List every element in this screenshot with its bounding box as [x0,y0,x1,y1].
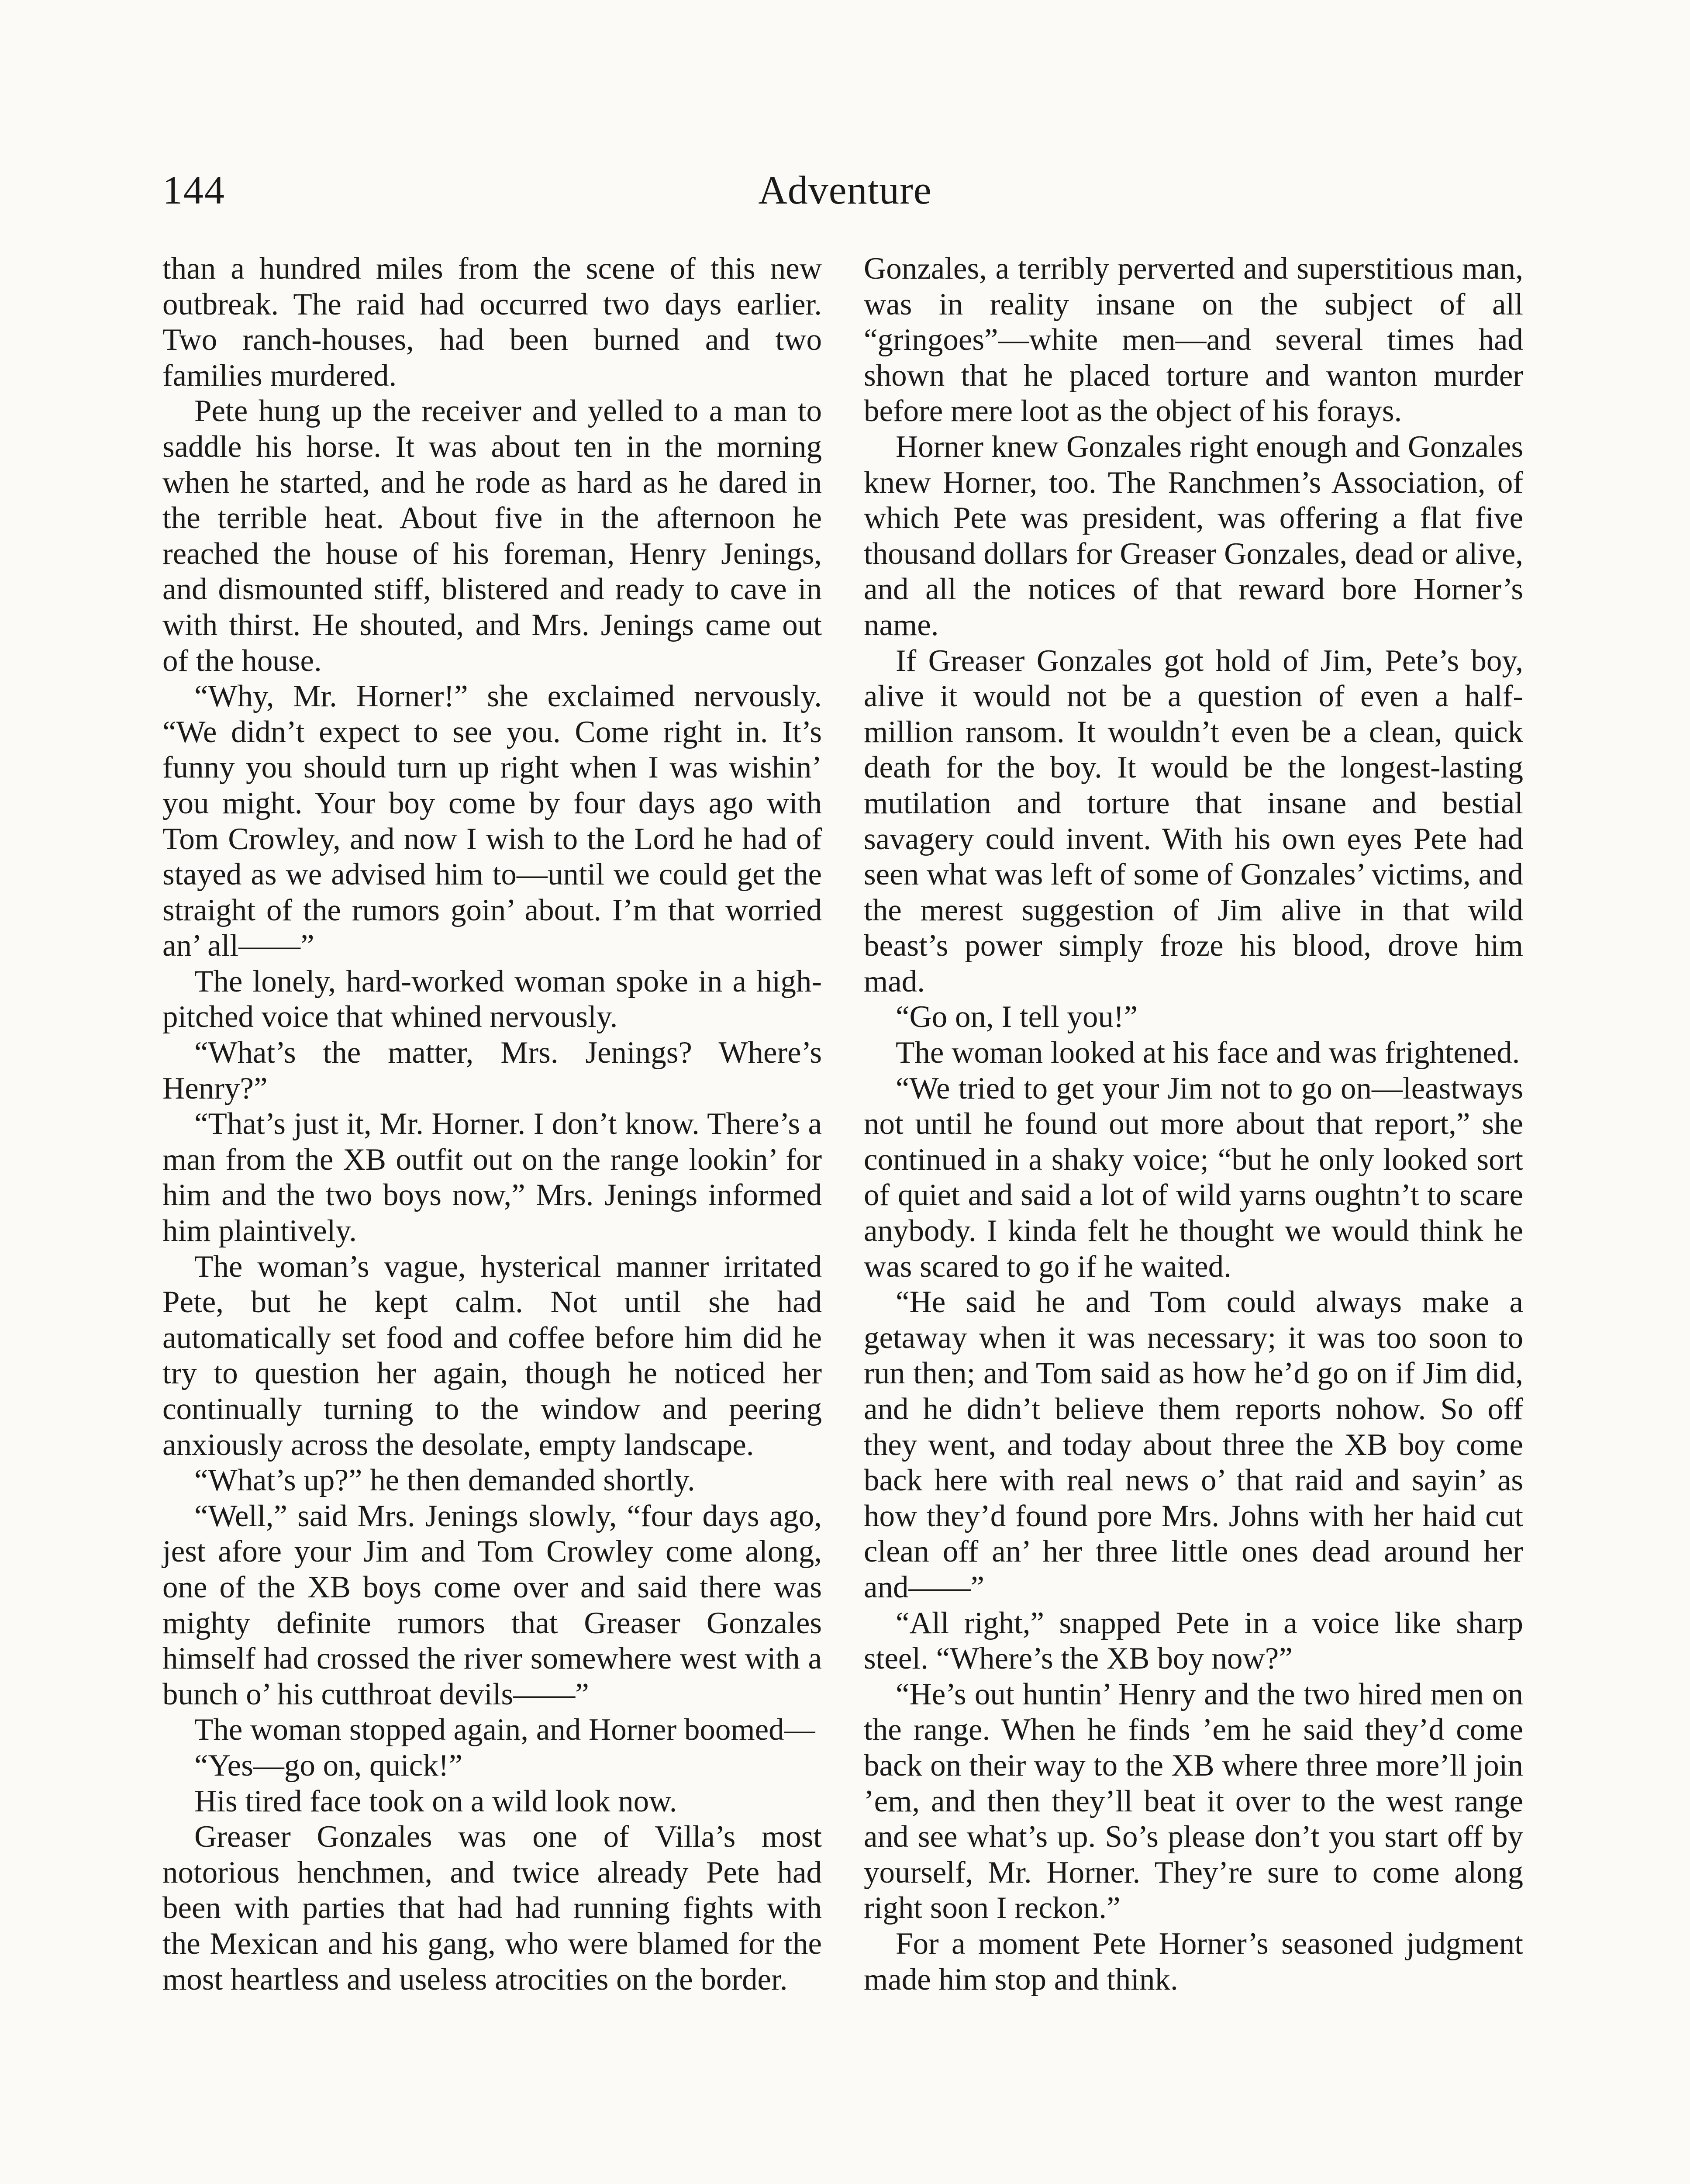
left-text-column [162,251,822,1997]
paragraph: “Well,” said Mrs. Jenings slowly, “four days ago, jest afore your Jim and Tom Crowley come along, one of the XB boys come over and said there was mighty definite rumors that Greaser Gonzales himself had crossed the river somewhere west with a bunch o’ his cutthroat devils——” [162,1499,822,1711]
paragraph: Greaser Gonzales was one of Villa’s most notorious henchmen, and twice already Pete had been with parties that had had running fights with the Mexican and his gang, who were blamed for the most heartless and useless atrocities on the border. [162,1820,822,1997]
paragraph: For a moment Pete Horner’s seasoned judgment made him stop and think. [864,1926,1523,1997]
paragraph: The lonely, hard-worked woman spoke in a high-pitched voice that whined nervously. [162,964,822,1034]
paragraph: “He said he and Tom could always make a getaway when it was necessary; it was too soon to run then; and Tom said as how he’d go on if Jim did, and he didn’t believe them reports nohow. So off they went, and today about three the XB boy come back here with real news o’ that raid and sayin’ as how they’d found pore Mrs. Johns with her haid cut clean off an’ her three little ones dead around her and——” [864,1285,1523,1604]
right-text-column [864,251,1523,1997]
paragraph: “That’s just it, Mr. Horner. I don’t know. There’s a man from the XB outfit out on the range lookin’ for him and the two boys now,” Mrs. Jenings informed him plaintively. [162,1107,822,1248]
paragraph: Horner knew Gonzales right enough and Gonzales knew Horner, too. The Ranchmen’s Association, of which Pete was president, was offering a flat five thousand dollars for Greaser Gonzales, dead or alive, and all the notices of that reward bore Horner’s name. [864,429,1523,642]
paragraph: “All right,” snapped Pete in a voice like sharp steel. “Where’s the XB boy now?” [864,1606,1523,1676]
page-header [162,162,1528,218]
paragraph: “Yes—go on, quick!” [194,1748,462,1783]
paragraph: “Go on, I tell you!” [896,1000,1138,1034]
paragraph: The woman stopped again, and Horner boomed— [194,1713,815,1747]
paragraph: “What’s up?” he then demanded shortly. [194,1463,695,1498]
page-number: 144 [162,168,225,212]
paragraph: “What’s the matter, Mrs. Jenings? Where’s Henry?” [162,1036,822,1106]
paragraph: “He’s out huntin’ Henry and the two hired men on the range. When he finds ’em he said they’d come back on their way to the XB where three more’ll join ’em, and then they’ll beat it over to the west range and see what’s up. So’s please don’t you start off by yourself, Mr. Horner. They’re sure to come along right soon I reckon.” [864,1677,1523,1925]
paragraph: “We tried to get your Jim not to go on—leastways not until he found out more about that report,” she continued in a shaky voice; “but he only looked sort of quiet and said a lot of wild yarns oughtn’t to scare anybody. I kinda felt he thought we would think he was scared to go if he waited. [864,1071,1523,1284]
paragraph: The woman looked at his face and was frightened. [896,1036,1520,1070]
paragraph: Gonzales, a terribly perverted and superstitious man, was in reality insane on the subject of all “gringoes”—white men—and several times had shown that he placed torture and wanton murder before mere loot as the object of his forays. [864,252,1523,429]
paragraph: Pete hung up the receiver and yelled to a man to saddle his horse. It was about ten in the morning when he started, and he rode as hard as he dared in the terrible heat. About five in the afternoon he reached the house of his foreman, Henry Jenings, and dismounted stiff, blistered and ready to cave in with thirst. He shouted, and Mrs. Jenings came out of the house. [162,394,822,678]
paragraph: If Greaser Gonzales got hold of Jim, Pete’s boy, alive it would not be a question of even a half-million ransom. It wouldn’t even be a clean, quick death for the boy. It would be the longest-lasting mutilation and torture that insane and bestial savagery could invent. With his own eyes Pete had seen what was left of some of Gonzales’ victims, and the merest suggestion of Jim alive in that wild beast’s power simply froze his blood, drove him mad. [864,643,1523,999]
paragraph: His tired face took on a wild look now. [194,1784,677,1818]
paragraph: The woman’s vague, hysterical manner irritated Pete, but he kept calm. Not until she had automatically set food and coffee before him did he try to question her again, though he noticed her continually turning to the window and peering anxiously across the desolate, empty landscape. [162,1249,822,1462]
paragraph: than a hundred miles from the scene of this new outbreak. The raid had occurred two days earlier. Two ranch-houses, had been burned and two families murdered. [162,252,822,393]
paragraph: “Why, Mr. Horner!” she exclaimed nervously. “We didn’t expect to see you. Come right in. It’s funny you should turn up right when I was wishin’ you might. Your boy come by four days ago with Tom Crowley, and now I wish to the Lord he had of stayed as we advised him to—until we could get the straight of the rumors goin’ about. I’m that worried an’ all——” [162,679,822,963]
magazine-title: Adventure [758,168,932,212]
